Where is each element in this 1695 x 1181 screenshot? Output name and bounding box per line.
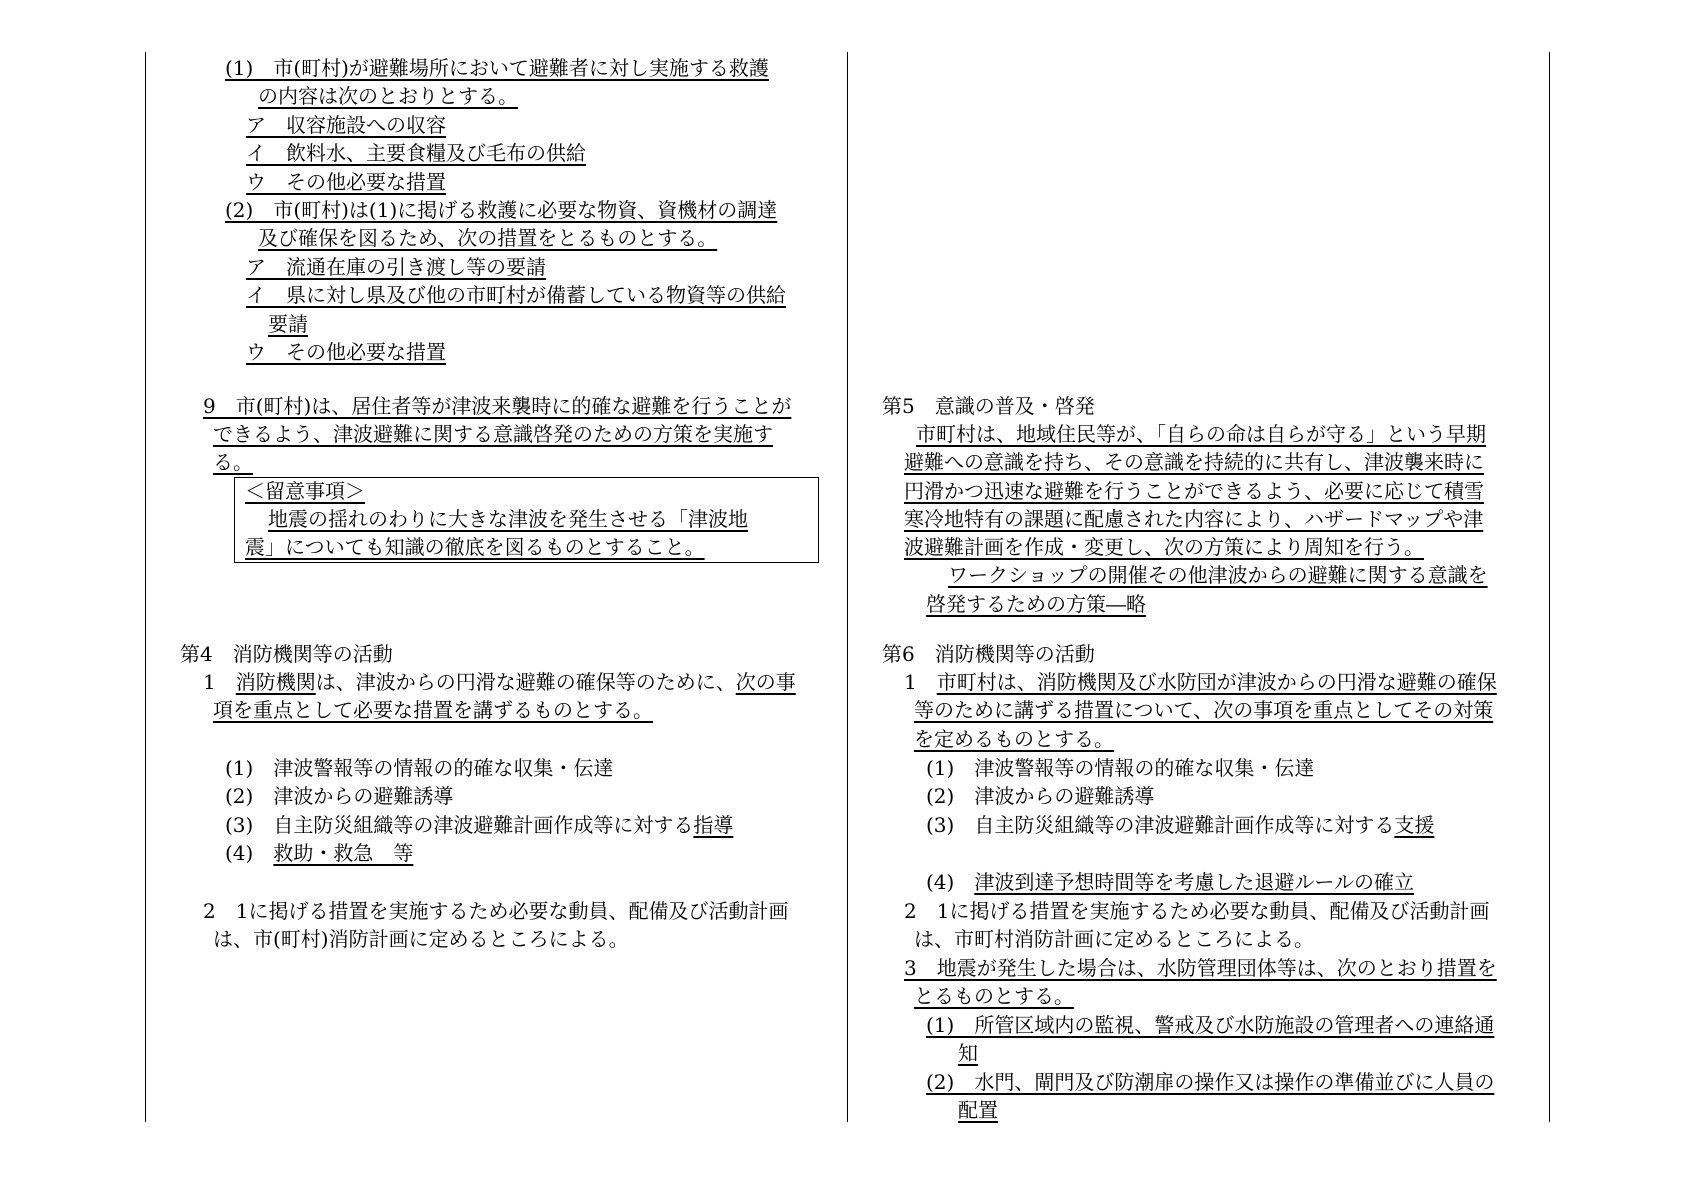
section-6-point-4 — [926, 868, 1414, 896]
item-9-line1-text: 9 市(町村)は、居住者等が津波来襲時に的確な避難を行うことが — [203, 394, 792, 418]
center-divider-line — [847, 52, 848, 1122]
section-6-item-1-num: 1 — [904, 670, 937, 694]
section-6-item-3-line1: 3 地震が発生した場合は、水防管理団体等は、次のとおり措置を — [904, 956, 1497, 980]
section-6-item-3-point-2-line1: (2) 水門、閘門及び防潮扉の操作又は操作の準備並びに人員の — [926, 1070, 1495, 1094]
section-6-item-3-point-1-line2: 知 — [958, 1041, 978, 1065]
section-4-point-4-num: (4) — [225, 841, 274, 865]
section-5-line6: ワークショップの開催その他津波からの避難に関する意識を — [948, 563, 1488, 587]
section-4-item-2-line1: 2 1に掲げる措置を実施するため必要な動員、配備及び活動計画 — [203, 899, 789, 923]
supply-item-2-a: ア 流通在庫の引き渡し等の要請 — [246, 255, 546, 279]
section-6-item-1-line2: 等のために講ずる措置について、次の事項を重点としてその対策 — [914, 698, 1494, 722]
right-border-line — [1549, 52, 1550, 1122]
note-title: ＜留意事項＞ — [245, 479, 365, 503]
section-6-point-3-tail: 支援 — [1394, 813, 1435, 837]
section-6-heading: 第6 消防機関等の活動 — [882, 642, 1095, 666]
section-6-item-1-line3: を定めるものとする。 — [914, 727, 1114, 751]
rescue-item-1-line1: (1) 市(町村)が避難場所において避難者に対し実施する救護 — [225, 56, 769, 80]
section-4-point-3-text: (3) 自主防災組織等の津波避難計画作成等に対する — [225, 813, 694, 837]
section-6-point-4-num: (4) — [926, 870, 975, 894]
section-6-point-3 — [926, 811, 1434, 839]
rescue-item-1-u: ウ その他必要な措置 — [246, 170, 446, 194]
section-6-item-3-point-2-line2: 配置 — [958, 1098, 998, 1122]
section-4-point-3 — [225, 811, 733, 839]
section-6-item-1-line1 — [904, 668, 1497, 696]
section-5-line1: 市町村は、地域住民等が、「自らの命は自らが守る」という早期 — [916, 422, 1486, 446]
section-4-item-1-text: は、津波からの円滑な避難の確保等のために、 — [315, 670, 736, 694]
section-6-point-2: (2) 津波からの避難誘導 — [926, 784, 1155, 808]
section-6-point-4-text: 津波到達予想時間等を考慮した退避ルールの確立 — [974, 870, 1414, 894]
supply-item-2-line1: (2) 市(町村)は(1)に掲げる救護に必要な物資、資機材の調達 — [225, 198, 778, 222]
rescue-item-1-i: イ 飲料水、主要食糧及び毛布の供給 — [246, 141, 586, 165]
left-border-line — [145, 52, 146, 1122]
supply-item-2-line2: 及び確保を図るため、次の措置をとるものとする。 — [258, 226, 718, 250]
section-6-point-1: (1) 津波警報等の情報の的確な収集・伝達 — [926, 756, 1315, 780]
section-5-line4: 寒冷地特有の課題に配慮された内容により、ハザードマップや津 — [904, 507, 1484, 531]
section-4-point-3-tail: 指導 — [693, 813, 734, 837]
section-6-item-2-line1: 2 1に掲げる措置を実施するため必要な動員、配備及び活動計画 — [904, 899, 1490, 923]
item-9-line1 — [203, 392, 791, 420]
section-6-point-3-text: (3) 自主防災組織等の津波避難計画作成等に対する — [926, 813, 1395, 837]
section-4-item-1-num: 1 — [203, 670, 236, 694]
section-4-heading: 第4 消防機関等の活動 — [180, 642, 393, 666]
section-4-point-4-text: 救助・救急 等 — [273, 841, 414, 865]
rescue-item-1-line2: の内容は次のとおりとする。 — [258, 84, 518, 108]
section-5-line2: 避難への意識を持ち、その意識を持続的に共有し、津波襲来時に — [904, 450, 1484, 474]
section-5-line3: 円滑かつ迅速な避難を行うことができるよう、必要に応じて積雪 — [904, 479, 1484, 503]
section-4-item-1-subject: 消防機関 — [235, 670, 316, 694]
section-4-point-1: (1) 津波警報等の情報の的確な収集・伝達 — [225, 756, 614, 780]
supply-item-2-u: ウ その他必要な措置 — [246, 340, 446, 364]
section-4-item-1-line1 — [203, 668, 796, 696]
section-6-item-2-line2: は、市町村消防計画に定めるところによる。 — [914, 927, 1314, 951]
item-9-line2: できるよう、津波避難に関する意識啓発のための方策を実施す — [213, 422, 773, 446]
section-5-line7: 啓発するための方策―略 — [926, 592, 1146, 616]
section-6-item-1-text: 市町村は、消防機関及び水防団が津波からの円滑な避難の確保 — [936, 670, 1497, 694]
section-5-heading: 第5 意識の普及・啓発 — [882, 394, 1095, 418]
section-6-item-3-line2: とるものとする。 — [914, 984, 1074, 1008]
supply-item-2-i-line1: イ 県に対し県及び他の市町村が備蓄している物資等の供給 — [246, 283, 786, 307]
section-4-point-2: (2) 津波からの避難誘導 — [225, 784, 454, 808]
note-line1: 地震の揺れのわりに大きな津波を発生させる「津波地 — [268, 507, 748, 531]
rescue-item-1-a: ア 収容施設への収容 — [246, 113, 446, 137]
note-line2: 震」についても知識の徹底を図るものとすること。 — [245, 535, 705, 559]
section-4-point-4 — [225, 839, 413, 867]
section-4-item-1-tail: 次の事 — [735, 670, 796, 694]
section-4-item-2-line2: は、市(町村)消防計画に定めるところによる。 — [213, 927, 629, 951]
section-6-item-3-point-1-line1: (1) 所管区域内の監視、警戒及び水防施設の管理者への連絡通 — [926, 1013, 1495, 1037]
item-9-line3: る。 — [213, 450, 253, 474]
supply-item-2-i-line2: 要請 — [268, 312, 308, 336]
section-4-item-1-line2: 項を重点として必要な措置を講ずるものとする。 — [213, 698, 653, 722]
section-5-line5: 波避難計画を作成・変更し、次の方策により周知を行う。 — [904, 535, 1424, 559]
